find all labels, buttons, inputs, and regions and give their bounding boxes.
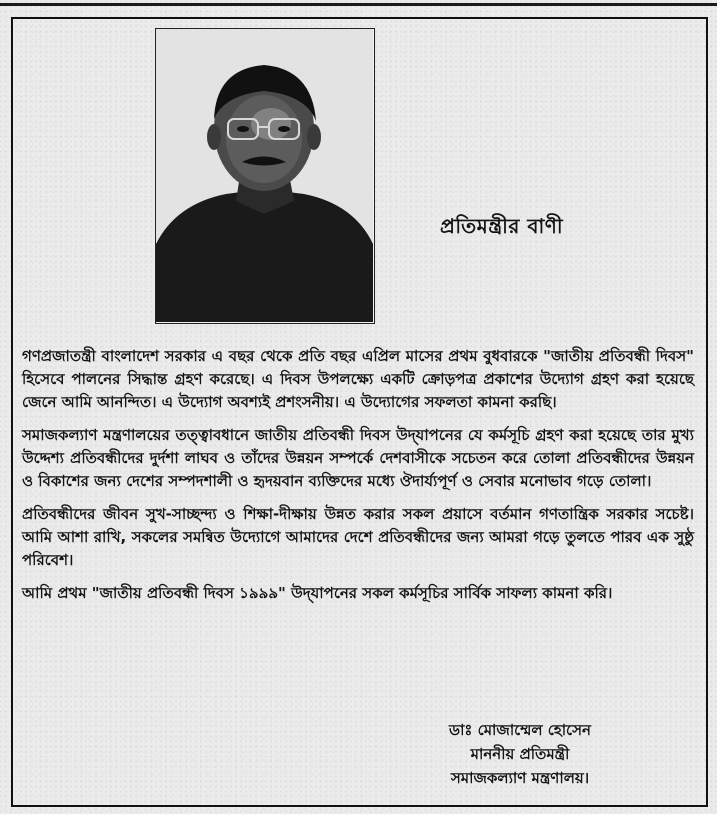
paragraph: গণপ্রজাতন্ত্রী বাংলাদেশ সরকার এ বছর থেকে প্রতি বছর এপ্রিল মাসের প্রথম বুধবারকে "জাতীয় প্রতিবন্ধী দিবস" হিসেবে পালনের সিদ্ধান্ত গ্রহণ করেছে। এ দিবস উপলক্ষ্যে একটি ক্রোড়পত্র প্রকাশের উদ্যোগ গ্রহণ করা হয়েছে জেনে আমি আনন্দিত। এ উদ্যোগ অবশ্যই প্রশংসনীয়। এ উদ্যোগের সফলতা কামনা করছি।	[22, 347, 694, 411]
page-title: প্রতিমন্ত্রীর বাণী	[440, 214, 564, 238]
minister-portrait	[155, 28, 375, 324]
paragraph: আমি প্রথম "জাতীয় প্রতিবন্ধী দিবস ১৯৯৯" উদ্‌যাপনের সকল কর্মসূচির সার্বিক সাফল্য কামনা করি।	[22, 584, 613, 602]
signatory-ministry: সমাজকল্যাণ মন্ত্রণালয়।	[450, 769, 590, 787]
signatory-name: ডাঃ মোজাম্মেল হোসেন	[449, 721, 591, 739]
top-rule	[0, 3, 717, 6]
portrait-photo	[156, 29, 373, 322]
signatory-title: মাননীয় প্রতিমন্ত্রী	[470, 745, 570, 763]
paragraph: প্রতিবন্ধীদের জীবন সুখ-সাচ্ছন্দ্য ও শিক্ষা-দীক্ষায় উন্নত করার সকল প্রয়াসে বর্তমান গণতান্ত্রিক সরকার সচেষ্ট। আমি আশা রাখি, সকলের সমন্বিত উদ্যোগে আমাদের দেশে প্রতিবন্ধীদের জন্য আমরা গড়ে তুলতে পারব এক সুষ্ঠু পরিবেশ।	[22, 505, 694, 569]
paragraph: সমাজকল্যাণ মন্ত্রণালয়ের তত্ত্বাবধানে জাতীয় প্রতিবন্ধী দিবস উদ্‌যাপনের যে কর্মসূচি গ্রহণ করা হয়েছে তার মুখ্য উদ্দেশ্য প্রতিবন্ধীদের দুর্দশা লাঘব ও তাঁদের উন্নয়ন সম্পর্কে দেশবাসীকে সচেতন করে তোলা প্রতিবন্ধীদের উন্নয়ন ও বিকাশের জন্য দেশের সম্পদশালী ও হৃদয়বান ব্যক্তিদের মধ্যে ঔদার্য্যপূর্ণ ও সেবার মনোভাব গড়ে তোলা।	[22, 426, 694, 490]
signature-block	[370, 718, 670, 790]
message-body	[22, 345, 694, 615]
